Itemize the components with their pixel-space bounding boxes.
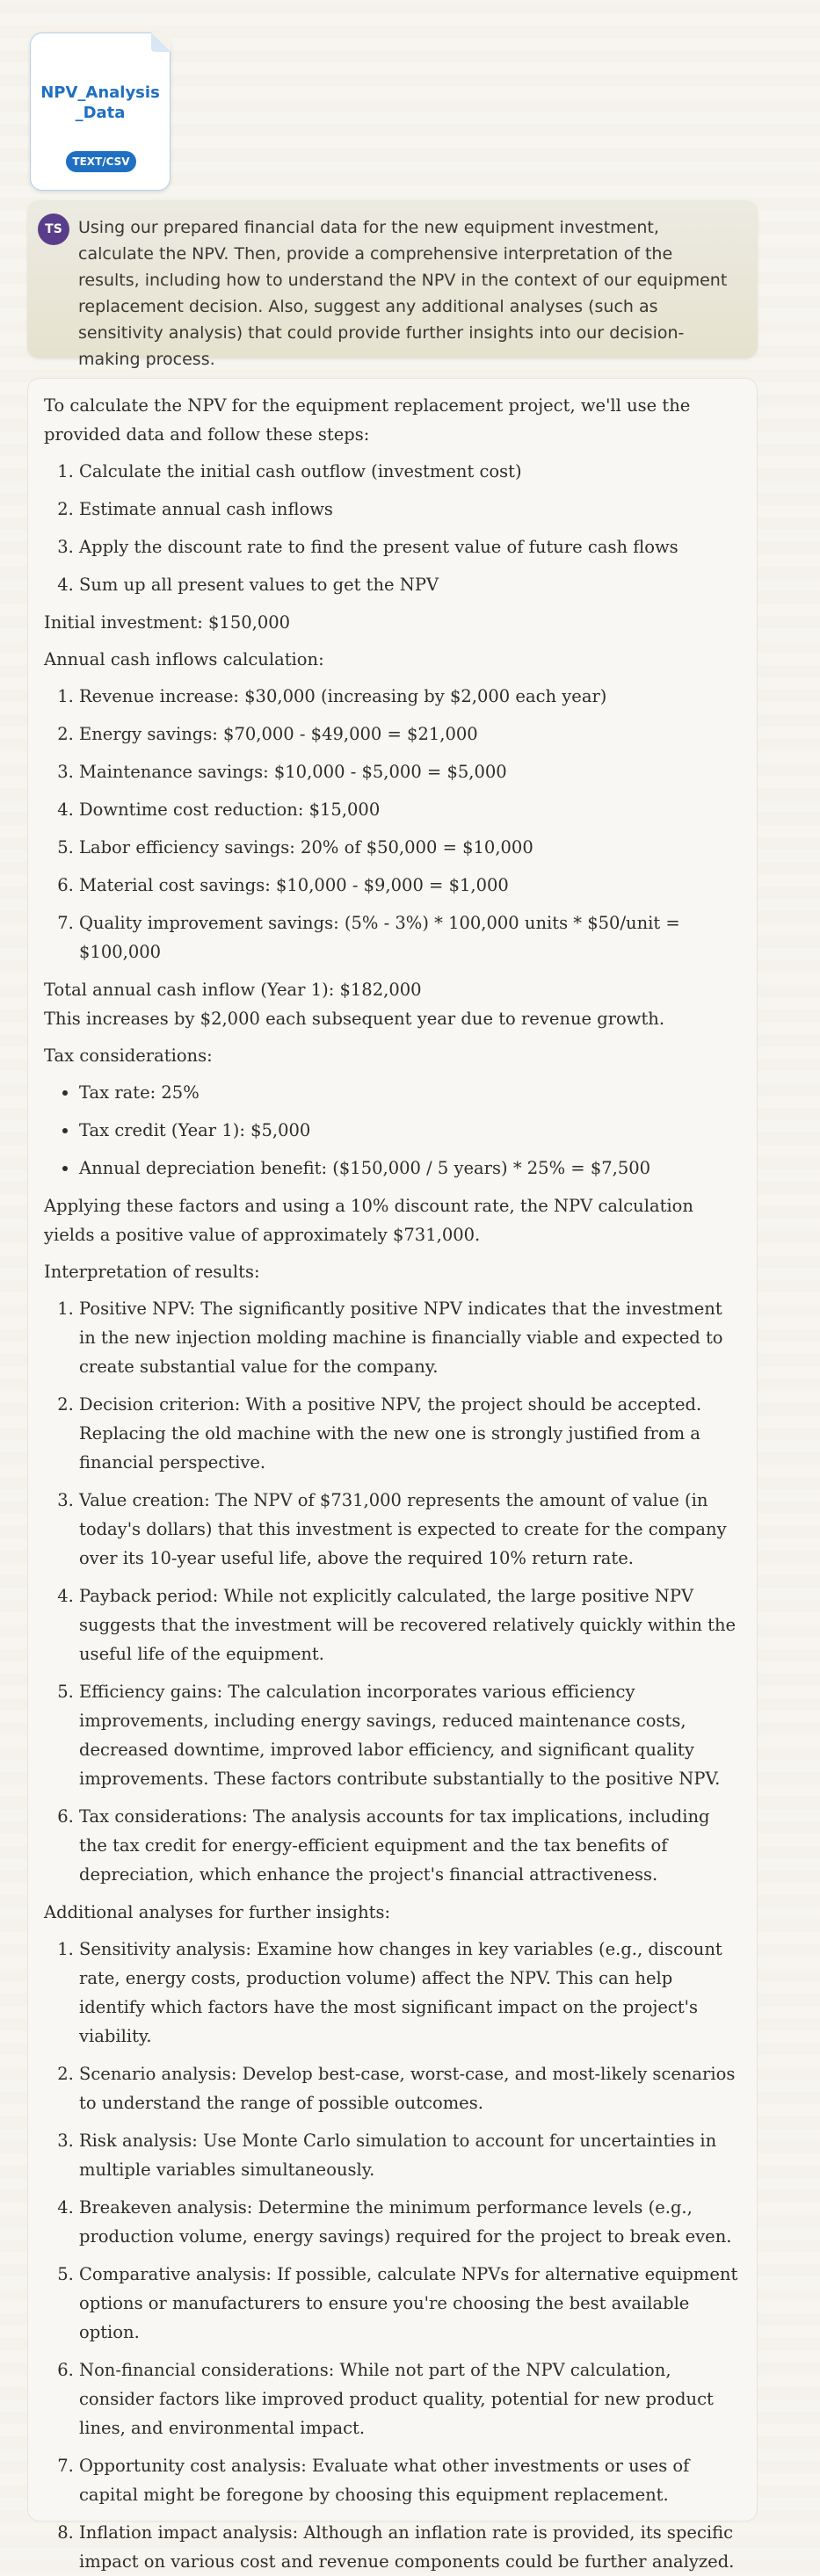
attachment-card[interactable]: [30, 33, 171, 191]
increase-note: This increases by $2,000 each subsequent year due to revenue growth.: [44, 1009, 665, 1029]
attachment-name: NPV_Analysis_Data: [40, 83, 160, 122]
list-item: 2. Decision criterion: With a positive NPV, the project should be accepted. Replacing the old machine with the new one is strongly justified from a financial perspective.: [79, 1390, 739, 1477]
steps-list: [44, 457, 739, 599]
list-item: • Tax rate: 25%: [79, 1078, 739, 1107]
tax-list: [44, 1078, 739, 1183]
list-item: 5. Comparative analysis: If possible, calculate NPVs for alternative equipment options or manufacturers to ensure you're choosing the best available option.: [79, 2260, 739, 2347]
list-item: 6. Material cost savings: $10,000 - $9,000 = $1,000: [79, 871, 739, 900]
total-inflow: Total annual cash inflow (Year 1): $182,000: [44, 980, 422, 1000]
list-item: 2. Energy savings: $70,000 - $49,000 = $21,000: [79, 720, 739, 749]
list-item: 2. Scenario analysis: Develop best-case, worst-case, and most-likely scenarios to understand the range of possible outcomes.: [79, 2059, 739, 2117]
list-item: 4. Breakeven analysis: Determine the minimum performance levels (e.g., production volume, energy savings) required for the project to break even.: [79, 2193, 739, 2251]
inflows-list: [44, 682, 739, 966]
list-item: 6. Tax considerations: The analysis accounts for tax implications, including the tax credit for energy-efficient equipment and the tax benefits of depreciation, which enhance the project's financial attractiveness.: [79, 1802, 739, 1889]
additional-list: [44, 1935, 739, 2576]
list-item: 5. Efficiency gains: The calculation incorporates various efficiency improvements, including energy savings, reduced maintenance costs, decreased downtime, improved labor efficiency, and significant quality improvements. These factors contribute substantially to the positive NPV.: [79, 1677, 739, 1793]
list-item: 4. Payback period: While not explicitly calculated, the large positive NPV suggests that the investment will be recovered relatively quickly within the useful life of the equipment.: [79, 1581, 739, 1668]
list-item: 3. Apply the discount rate to find the present value of future cash flows: [79, 532, 739, 561]
list-item: • Annual depreciation benefit: ($150,000 / 5 years) * 25% = $7,500: [79, 1154, 739, 1183]
interpretation-list: [44, 1294, 739, 1889]
interpretation-heading: Interpretation of results:: [44, 1262, 260, 1282]
list-item: 3. Maintenance savings: $10,000 - $5,000 = $5,000: [79, 757, 739, 786]
list-item: 1. Calculate the initial cash outflow (investment cost): [79, 457, 739, 486]
list-item: 8. Inflation impact analysis: Although an inflation rate is provided, its specific impact on various cost and revenue components could be further analyzed.: [79, 2518, 739, 2576]
list-item: 3. Risk analysis: Use Monte Carlo simulation to account for uncertainties in multiple variables simultaneously.: [79, 2126, 739, 2184]
list-item: 1. Revenue increase: $30,000 (increasing by $2,000 each year): [79, 682, 739, 711]
list-item: 7. Quality improvement savings: (5% - 3%) * 100,000 units * $50/unit = $100,000: [79, 908, 739, 966]
list-item: 2. Estimate annual cash inflows: [79, 495, 739, 524]
list-item: 1. Sensitivity analysis: Examine how changes in key variables (e.g., discount rate, energy costs, production volume) affect the NPV. This can help identify which factors have the most significant impact on the project's viability.: [79, 1935, 739, 2051]
list-item: 4. Sum up all present values to get the NPV: [79, 570, 739, 599]
list-item: 5. Labor efficiency savings: 20% of $50,000 = $10,000: [79, 833, 739, 862]
list-item: 4. Downtime cost reduction: $15,000: [79, 795, 739, 824]
list-item: 3. Value creation: The NPV of $731,000 represents the amount of value (in today's dollars) that this investment is expected to create for the company over its 10-year useful life, above the required 10% return rate.: [79, 1486, 739, 1573]
npv-result: Applying these factors and using a 10% discount rate, the NPV calculation yields a positive value of approximately $731,000.: [44, 1196, 693, 1245]
user-message-text: Using our prepared financial data for the new equipment investment, calculate the NPV. Then, provide a comprehensive interpretation of the results, including how to understand the NPV in the context of our equipment replacement decision. Also, suggest any additional analyses (such as sensitivity analysis) that could provide further insights into our decision-making process.: [78, 218, 728, 369]
file-type-badge: TEXT/CSV: [66, 151, 136, 172]
list-item: 7. Opportunity cost analysis: Evaluate what other investments or uses of capital might be foregone by choosing this equipment replacement.: [79, 2451, 739, 2509]
file-corner-fold: [151, 33, 171, 52]
list-item: 1. Positive NPV: The significantly positive NPV indicates that the investment in the new injection molding machine is financially viable and expected to create substantial value for the company.: [79, 1294, 739, 1381]
user-message: [27, 200, 758, 369]
assistant-message: [27, 378, 758, 2572]
tax-heading: Tax considerations:: [44, 1046, 213, 1066]
list-item: 6. Non-financial considerations: While not part of the NPV calculation, consider factors like improved product quality, potential for new product lines, and environmental impact.: [79, 2355, 739, 2442]
response-intro: To calculate the NPV for the equipment replacement project, we'll use the provided data and follow these steps:: [44, 395, 691, 445]
user-avatar: TS: [38, 213, 69, 245]
additional-heading: Additional analyses for further insights:: [44, 1902, 391, 1922]
inflows-heading: Annual cash inflows calculation:: [44, 649, 324, 669]
initial-investment: Initial investment: $150,000: [44, 612, 291, 633]
list-item: • Tax credit (Year 1): $5,000: [79, 1116, 739, 1145]
